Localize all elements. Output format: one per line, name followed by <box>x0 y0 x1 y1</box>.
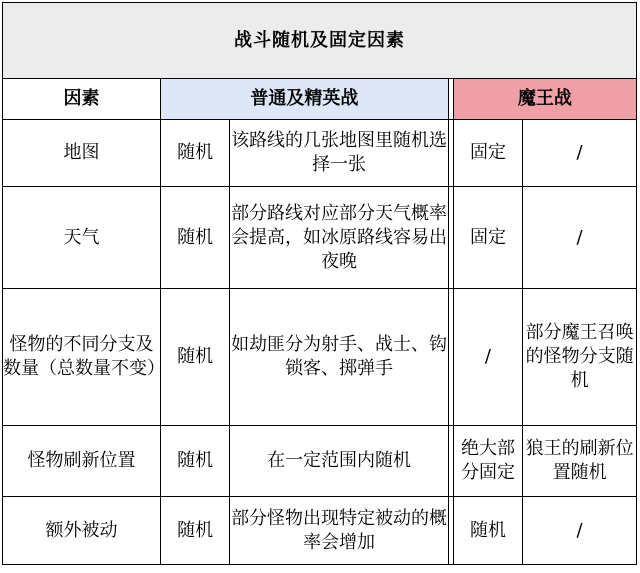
table-row <box>3 187 637 289</box>
normal-desc-cell: 部分路线对应部分天气概率会提高，如冰原路线容易出夜晚 <box>230 187 448 289</box>
normal-desc-cell: 部分怪物出现特定被动的概率会增加 <box>230 497 448 565</box>
normal-type-cell: 随机 <box>160 187 229 289</box>
boss-desc-cell: / <box>523 120 637 187</box>
boss-type-cell: 绝大部分固定 <box>453 426 522 497</box>
normal-desc-cell: 该路线的几张地图里随机选择一张 <box>230 120 448 187</box>
header-normal-elite-battle: 普通及精英战 <box>160 79 448 120</box>
normal-type-cell: 随机 <box>160 497 229 565</box>
boss-type-cell: 固定 <box>453 187 522 289</box>
normal-desc-cell: 如劫匪分为射手、战士、钩锁客、掷弹手 <box>230 289 448 426</box>
header-boss-battle: 魔王战 <box>453 79 636 120</box>
boss-type-cell: 固定 <box>453 120 522 187</box>
normal-desc-cell: 在一定范围内随机 <box>230 426 448 497</box>
header-factor: 因素 <box>3 79 161 120</box>
table-row <box>3 289 637 426</box>
factor-cell: 怪物刷新位置 <box>3 426 161 497</box>
normal-type-cell: 随机 <box>160 289 229 426</box>
factors-table <box>2 2 637 565</box>
boss-desc-cell: / <box>523 497 637 565</box>
factor-cell: 额外被动 <box>3 497 161 565</box>
table-row <box>3 120 637 187</box>
table-row <box>3 497 637 565</box>
factor-cell: 地图 <box>3 120 161 187</box>
table-row <box>3 426 637 497</box>
factor-cell: 怪物的不同分支及数量（总数量不变） <box>3 289 161 426</box>
boss-desc-cell: 部分魔王召唤的怪物分支随机 <box>523 289 637 426</box>
boss-desc-cell: / <box>523 187 637 289</box>
normal-type-cell: 随机 <box>160 120 229 187</box>
factor-cell: 天气 <box>3 187 161 289</box>
boss-type-cell: 随机 <box>453 497 522 565</box>
table-title: 战斗随机及固定因素 <box>3 3 637 79</box>
boss-type-cell: / <box>453 289 522 426</box>
boss-desc-cell: 狼王的刷新位置随机 <box>523 426 637 497</box>
normal-type-cell: 随机 <box>160 426 229 497</box>
